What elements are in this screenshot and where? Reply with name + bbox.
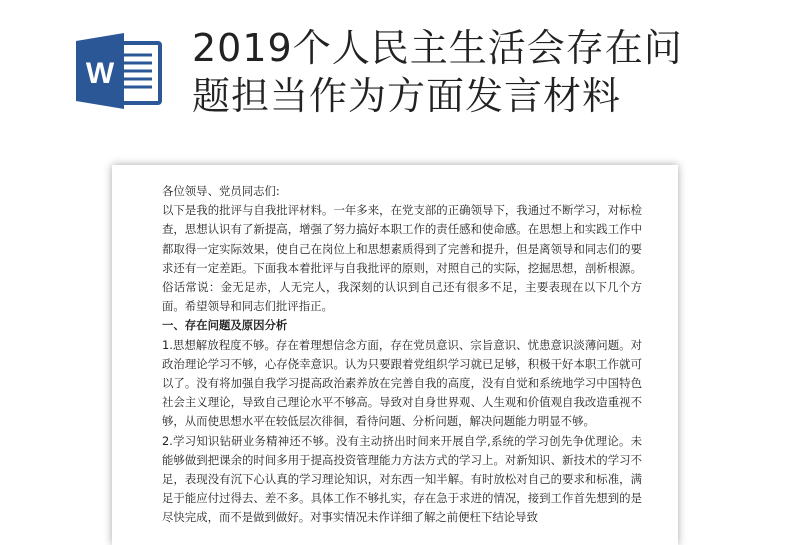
body-paragraph-item-1: 1.思想解放程度不够。存在着理想信念方面，存在党员意识、宗旨意识、忧患意识淡薄问题。对政治理论学习不够，心存侥幸意识。认为只要跟着党组织学习就已足够，积极干好本职工作就可以了。没有将加强自我学习提高政治素养放在完善自我的高度，没有自觉和系统地学习中国特色社会主义理论，导致自己理论水平不够高。导致对自身世界观、人生观和价值观自我改造重视不够，从而使思想水平在较低层次徘徊，看待问题、分析问题，解决问题能力明显不够。: [162, 337, 642, 429]
document-title: [192, 24, 772, 120]
document-body: [162, 182, 642, 528]
intro-paragraph: 以下是我的批评与自我批评材料。一年多来，在党支部的正确领导下，我通过不断学习，对标检查，思想认识有了新提高，增强了努力搞好本职工作的责任感和使命感。在思想上和实践工作中都取得一定实际效果，使自己在岗位上和思想素质得到了完善和提升，但是离领导和同志们的要求还有一定差距。下面我本着批评与自我批评的原则，对照自己的实际，挖掘思想，剖析根源。俗话常说：金无足赤，人无完人，我深刻的认识到自己还有很多不足，主要表现在以下几个方面。希望领导和同志们批评指正。: [162, 203, 642, 314]
body-paragraph-item-2: 2.学习知识钻研业务精神还不够。没有主动挤出时间来开展自学,系统的学习创先争优理论。未能够做到把课余的时间多用于提高投资管理能力方法方式的学习上。对新知识、新技术的学习不足，表现没有沉下心认真的学习理论知识，对东西一知半解。有时放松对自己的要求和标准，满足于能应付过得去、差不多。具体工作不够扎实，存在急于求进的情况，接到工作首先想到的是尽快完成，而不是做到做好。对事实情况未作详细了解之前便枉下结论导致: [162, 433, 642, 525]
section-heading: 一、存在问题及原因分析: [162, 318, 288, 333]
svg-text:W: W: [85, 57, 115, 90]
document-title-line-2: 题担当作为方面发言材料: [192, 74, 622, 118]
word-document-icon: [76, 33, 164, 109]
document-title-line-1: 2019个人民主生活会存在问: [192, 26, 683, 70]
greeting-paragraph: 各位领导、党员同志们:: [162, 184, 280, 198]
